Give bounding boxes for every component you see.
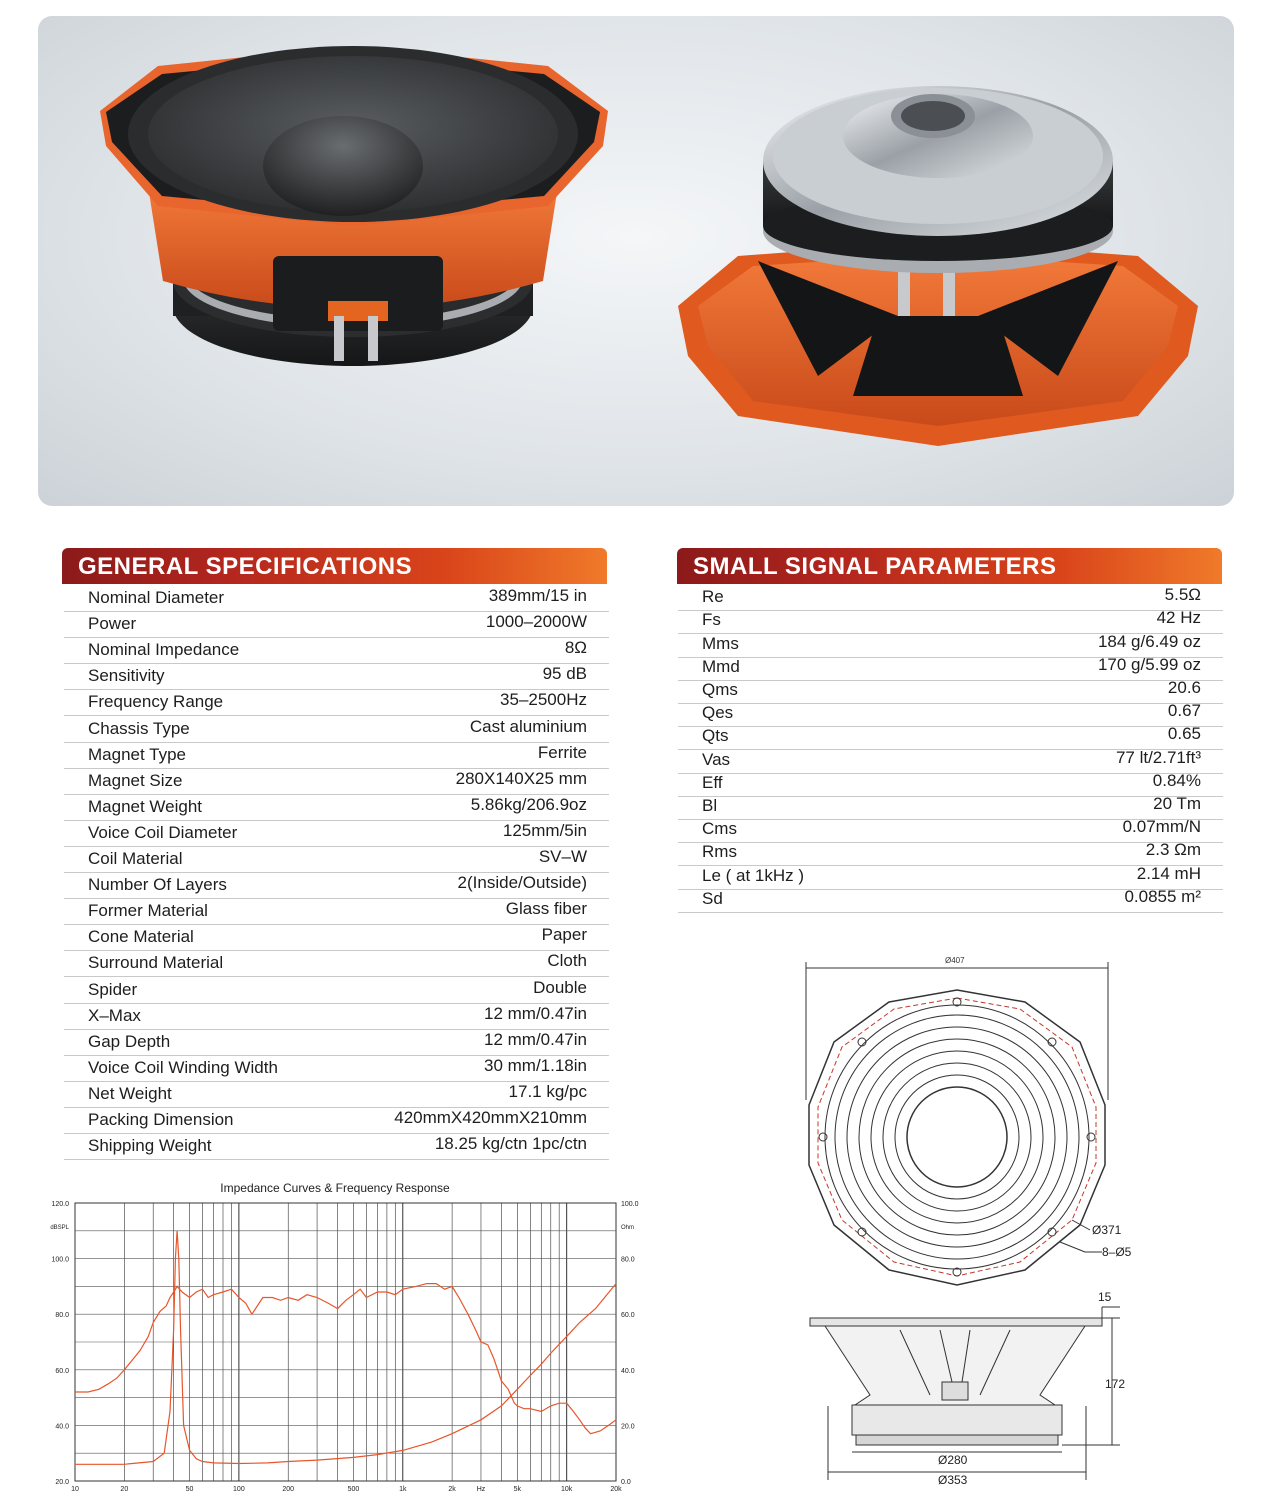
bolt-circle-label: Ø371 <box>1092 1223 1122 1237</box>
general-spec-label: Coil Material <box>88 849 183 869</box>
frame-outline <box>809 990 1105 1285</box>
general-spec-row <box>64 951 609 977</box>
right-axis-tick-label: 40.0 <box>621 1367 635 1375</box>
general-spec-row <box>64 586 609 612</box>
x-axis-tick-label: 20 <box>120 1486 129 1493</box>
ssp-label: Eff <box>702 772 723 792</box>
ssp-row <box>678 585 1223 611</box>
left-axis-tick-label: 120.0 <box>51 1201 69 1208</box>
ssp-value: 77 lt/2.71ft³ <box>1115 747 1201 767</box>
general-spec-label: Magnet Size <box>88 770 183 790</box>
general-spec-value: 17.1 kg/pc <box>508 1081 587 1101</box>
product-photo-panel <box>38 16 1234 506</box>
ssp-value: 5.5Ω <box>1164 585 1201 605</box>
general-spec-label: Frequency Range <box>88 692 224 712</box>
general-spec-row <box>64 664 609 690</box>
general-specifications-header <box>62 548 607 584</box>
ssp-value: 170 g/5.99 oz <box>1097 654 1201 674</box>
general-spec-row <box>64 1030 609 1056</box>
general-spec-label: Power <box>88 614 137 634</box>
general-spec-row <box>64 821 609 847</box>
general-spec-value: 1000–2000W <box>485 612 587 632</box>
general-spec-value: 95 dB <box>542 664 587 684</box>
general-spec-value: 2(Inside/Outside) <box>457 873 587 893</box>
ssp-row <box>678 817 1223 843</box>
ssp-value: 42 Hz <box>1156 608 1201 628</box>
general-spec-row <box>64 1082 609 1108</box>
magnet-diameter-label: Ø280 <box>938 1453 968 1467</box>
general-spec-label: Net Weight <box>88 1083 172 1103</box>
general-spec-value: 12 mm/0.47in <box>484 1003 587 1023</box>
x-axis-tick-label: 2k <box>448 1486 456 1493</box>
ssp-label: Cms <box>702 819 737 839</box>
holes-label: 8–Ø5 <box>1102 1245 1132 1259</box>
right-axis-tick-label: 60.0 <box>621 1312 635 1320</box>
ssp-value: 0.0855 m² <box>1124 886 1201 906</box>
ssp-row <box>678 701 1223 727</box>
x-axis-tick-label: 10k <box>561 1486 573 1493</box>
general-spec-value: Cloth <box>547 951 587 971</box>
left-axis-tick-label: 60.0 <box>55 1367 69 1375</box>
general-spec-label: Voice Coil Winding Width <box>88 1057 278 1077</box>
ssp-label: Vas <box>702 749 731 769</box>
general-spec-label: Former Material <box>88 901 208 921</box>
ssp-label: Fs <box>702 610 721 630</box>
general-spec-label: Magnet Weight <box>88 796 203 816</box>
impedance-frequency-chart <box>40 1195 660 1500</box>
general-spec-value: 125mm/5in <box>502 820 587 840</box>
general-spec-value: 35–2500Hz <box>500 690 587 710</box>
general-specifications-title: GENERAL SPECIFICATIONS <box>78 553 413 580</box>
general-spec-row <box>64 690 609 716</box>
general-spec-label: Sensitivity <box>88 666 165 686</box>
speaker-rear-photo <box>678 86 1198 446</box>
ssp-value: 20 Tm <box>1153 793 1201 813</box>
ssp-row <box>678 886 1223 913</box>
ssp-label: Mmd <box>702 656 740 676</box>
general-spec-row <box>64 638 609 664</box>
general-spec-row <box>64 847 609 873</box>
general-spec-value: 12 mm/0.47in <box>484 1029 587 1049</box>
ssp-label: Rms <box>702 842 737 862</box>
general-spec-row <box>64 717 609 743</box>
general-spec-label: Nominal Diameter <box>88 588 225 608</box>
ssp-label: Mms <box>702 633 739 653</box>
small-signal-parameters-header <box>677 548 1222 584</box>
general-spec-row <box>64 795 609 821</box>
ssp-label: Qms <box>702 679 738 699</box>
general-spec-label: Chassis Type <box>88 718 190 738</box>
right-axis-tick-label: 20.0 <box>621 1423 635 1431</box>
general-spec-value: 30 mm/1.18in <box>484 1055 587 1075</box>
drawing-top-view <box>806 962 1108 1285</box>
general-spec-row <box>64 1004 609 1030</box>
ssp-row <box>678 770 1223 797</box>
ssp-value: 0.07mm/N <box>1122 817 1201 837</box>
ssp-label: Re <box>702 587 724 607</box>
general-spec-value: 280X140X25 mm <box>455 768 587 788</box>
general-spec-value: 18.25 kg/ctn 1pc/ctn <box>434 1134 587 1154</box>
ssp-value: 0.84% <box>1152 770 1201 790</box>
general-spec-row <box>64 873 609 899</box>
general-spec-value: 8Ω <box>564 638 587 658</box>
general-spec-row <box>64 1108 609 1134</box>
ssp-label: Le ( at 1kHz ) <box>702 865 805 885</box>
left-axis-unit: dBSPL <box>50 1225 69 1231</box>
general-spec-label: Surround Material <box>88 953 224 973</box>
general-spec-value: 389mm/15 in <box>488 586 587 606</box>
general-spec-value: Ferrite <box>537 742 587 762</box>
general-spec-row <box>64 978 609 1004</box>
general-spec-label: Nominal Impedance <box>88 640 240 660</box>
ssp-row <box>678 677 1223 704</box>
ssp-value: 184 g/6.49 oz <box>1097 631 1201 651</box>
outer-diameter-label: Ø407 <box>945 956 965 965</box>
right-axis-tick-label: 100.0 <box>621 1201 639 1208</box>
x-axis-tick-label: 200 <box>282 1486 295 1493</box>
general-spec-row <box>64 612 609 638</box>
small-signal-parameters-table <box>678 585 1223 918</box>
general-spec-value: Cast aluminium <box>469 716 587 736</box>
general-spec-label: Number Of Layers <box>88 875 227 895</box>
general-spec-value: SV–W <box>538 847 587 867</box>
right-axis-tick-label: 0.0 <box>621 1479 631 1486</box>
flange-thickness-label: 15 <box>1098 1290 1112 1304</box>
ssp-value: 2.3 Ωm <box>1145 840 1201 860</box>
x-axis-tick-label: 5k <box>513 1486 522 1493</box>
general-spec-row <box>64 769 609 795</box>
general-spec-row <box>64 743 609 769</box>
general-spec-value: Double <box>533 977 587 997</box>
small-signal-parameters-title: SMALL SIGNAL PARAMETERS <box>693 553 1057 580</box>
technical-drawing <box>780 950 1180 1500</box>
x-axis-tick-label: 50 <box>185 1486 194 1493</box>
general-spec-value: Glass fiber <box>505 899 587 919</box>
left-axis-tick-label: 100.0 <box>51 1256 69 1264</box>
general-spec-row <box>64 1134 609 1160</box>
product-photos-svg <box>38 16 1234 506</box>
x-axis-tick-label: 1k <box>399 1486 407 1493</box>
ssp-value: 2.14 mH <box>1136 863 1201 883</box>
right-axis-tick-label: 80.0 <box>621 1256 635 1264</box>
general-spec-label: Shipping Weight <box>88 1136 212 1156</box>
left-axis-tick-label: 40.0 <box>55 1423 69 1431</box>
ssp-row <box>678 654 1223 681</box>
general-spec-value: 5.86kg/206.9oz <box>470 794 587 814</box>
general-spec-label: Cone Material <box>88 927 194 947</box>
x-axis-tick-label: Hz <box>476 1486 486 1493</box>
ssp-value: 0.67 <box>1167 701 1201 721</box>
base-diameter-label: Ø353 <box>938 1473 968 1487</box>
ssp-label: Qes <box>702 703 734 723</box>
right-axis-unit: Ohm <box>621 1225 635 1231</box>
x-axis-tick-label: 500 <box>347 1486 360 1493</box>
depth-label: 172 <box>1105 1377 1126 1391</box>
general-spec-label: Voice Coil Diameter <box>88 822 238 842</box>
general-specifications-table <box>64 586 609 1160</box>
general-spec-row <box>64 1056 609 1082</box>
general-spec-value: Paper <box>541 925 587 945</box>
left-axis-tick-label: 80.0 <box>55 1312 69 1320</box>
ssp-label: Bl <box>702 795 718 815</box>
general-spec-value: 420mmX420mmX210mm <box>394 1108 587 1128</box>
general-spec-row <box>64 925 609 951</box>
speaker-front-photo <box>100 46 608 366</box>
bolt-circle-outline <box>818 998 1096 1276</box>
ssp-label: Qts <box>702 726 729 746</box>
general-spec-label: X–Max <box>88 1005 141 1025</box>
general-spec-label: Magnet Type <box>88 744 186 764</box>
ssp-label: Sd <box>702 888 723 908</box>
x-axis-tick-label: 20k <box>610 1486 622 1493</box>
ssp-value: 0.65 <box>1167 724 1201 744</box>
general-spec-label: Spider <box>88 979 138 999</box>
chart-title: Impedance Curves & Frequency Response <box>220 1181 450 1195</box>
general-spec-label: Packing Dimension <box>88 1110 234 1130</box>
x-axis-tick-label: 10 <box>71 1486 79 1493</box>
left-axis-tick-label: 20.0 <box>55 1479 69 1486</box>
x-axis-tick-label: 100 <box>233 1486 245 1493</box>
general-spec-row <box>64 899 609 925</box>
general-spec-label: Gap Depth <box>88 1031 171 1051</box>
ssp-row <box>678 747 1223 773</box>
ssp-value: 20.6 <box>1167 677 1201 697</box>
